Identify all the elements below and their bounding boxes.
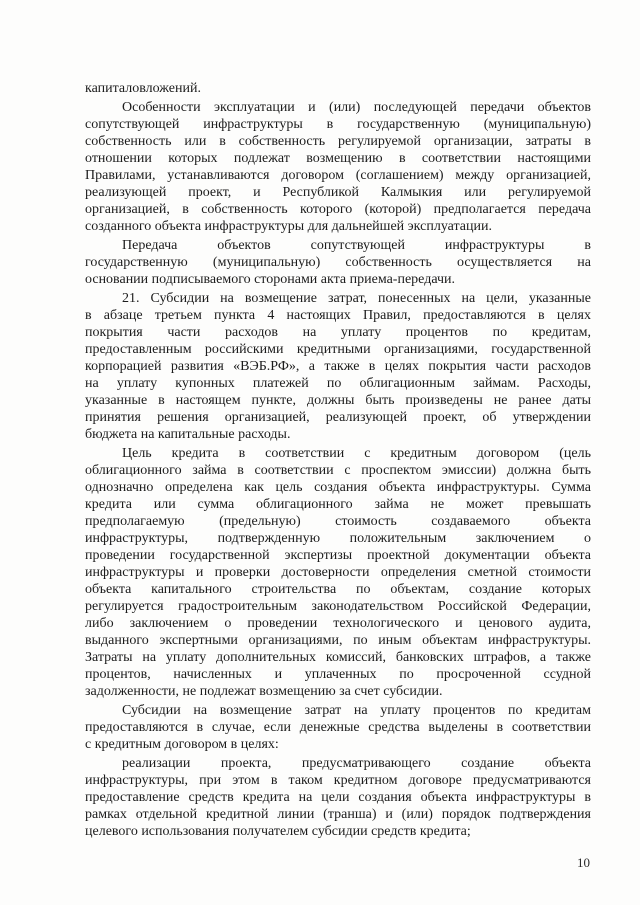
text-line: целевого использования получателем субсидии средств кредита;: [85, 824, 471, 839]
text-line: Затраты на уплату дополнительных комиссий, банковских штрафов, а также: [85, 650, 591, 665]
text-line: предоставленным российскими кредитными организациями, государственной: [85, 342, 591, 357]
text-line: инфраструктуры, подтвержденную положительным заключением о: [85, 531, 591, 546]
text-line: инфраструктуры и проверки достоверности определения сметной стоимости: [85, 565, 591, 580]
text-line: созданного объекта инфраструктуры для дальнейшей эксплуатации.: [85, 219, 492, 234]
text-line: предоставляются в случае, если денежные средства выделены в соответствии: [85, 720, 591, 735]
text-line: предполагаемую (предельную) стоимость создаваемого объекта: [85, 514, 591, 529]
text-line: принятия решения организацией, реализующей проект, об утверждении: [85, 410, 591, 425]
text-line: указанные в настоящем пункте, должны быть произведены не ранее даты: [85, 393, 591, 408]
text-line: инфраструктуры, при этом в таком кредитном договоре предусматриваются: [85, 773, 591, 788]
text-line: государственную (муниципальную) собственность осуществляется на: [85, 255, 591, 270]
text-line: Передача объектов сопутствующей инфраструктуры в: [122, 238, 591, 253]
page-number: 10: [577, 855, 590, 870]
text-line: задолженности, не подлежат возмещению за счет субсидии.: [85, 684, 443, 699]
text-line: собственность или в собственность регулируемой организации, затраты в: [85, 134, 591, 149]
text-line: предоставление средств кредита на цели создания объекта инфраструктуры в: [85, 790, 591, 805]
text-line: бюджета на капитальные расходы.: [85, 427, 291, 442]
text-line: Цель кредита в соответствии с кредитным договором (цель: [122, 446, 591, 461]
text-line: объекта капитального строительства по объектам, создание которых: [85, 582, 591, 597]
text-line: капиталовложений.: [85, 81, 201, 96]
text-line: сопутствующей инфраструктуры в государственную (муниципальную): [85, 117, 591, 132]
text-line: проведении государственной экспертизы проектной документации объекта: [85, 548, 591, 563]
paragraph: [85, 237, 591, 288]
paragraph: [85, 80, 591, 97]
text-line: кредита или сумма облигационного займа не может превышать: [85, 497, 591, 512]
paragraph: [85, 702, 591, 753]
document-body: [85, 80, 591, 840]
text-line: Особенности эксплуатации и (или) последующей передачи объектов: [122, 100, 591, 115]
text-line: организацией, в собственность которого (которой) предполагается передача: [85, 202, 591, 217]
text-line: отношении которых подлежат возмещению в соответствии настоящими: [85, 151, 591, 166]
text-line: рамках отдельной кредитной линии (транша) и (или) порядок подтверждения: [85, 807, 591, 822]
text-line: Субсидии на возмещение затрат на уплату процентов по кредитам: [122, 703, 591, 718]
text-line: 21. Субсидии на возмещение затрат, понесенных на цели, указанные: [122, 291, 591, 306]
text-line: процентов, начисленных и уплаченных по просроченной ссудной: [85, 667, 591, 682]
text-line: облигационного займа в соответствии с проспектом эмиссии) должна быть: [85, 463, 591, 478]
paragraph: [85, 290, 591, 443]
text-line: либо заключением о проведении технологического и ценового аудита,: [85, 616, 591, 631]
text-line: корпорацией развития «ВЭБ.РФ», а также в целях покрытия части расходов: [85, 359, 591, 374]
text-line: реализующей проект, и Республикой Калмыкия или регулируемой: [85, 185, 591, 200]
text-line: в абзаце третьем пункта 4 настоящих Правил, предоставляются в целях: [85, 308, 591, 323]
text-line: основании подписываемого сторонами акта приема-передачи.: [85, 272, 456, 287]
paragraph: [85, 99, 591, 235]
text-line: однозначно определена как цель создания объекта инфраструктуры. Сумма: [85, 480, 591, 495]
paragraph: [85, 755, 591, 840]
text-line: реализации проекта, предусматривающего создание объекта: [122, 756, 591, 771]
text-line: выданного экспертными организациями, по иным объектам инфраструктуры.: [85, 633, 591, 648]
text-line: покрытия части расходов на уплату процентов по кредитам,: [85, 325, 591, 340]
text-line: с кредитным договором в целях:: [85, 737, 279, 752]
paragraph: [85, 445, 591, 700]
text-line: на уплату купонных платежей по облигационным займам. Расходы,: [85, 376, 591, 391]
text-line: Правилами, устанавливаются договором (соглашением) между организацией,: [85, 168, 591, 183]
text-line: регулируется градостроительным законодательством Российской Федерации,: [85, 599, 591, 614]
